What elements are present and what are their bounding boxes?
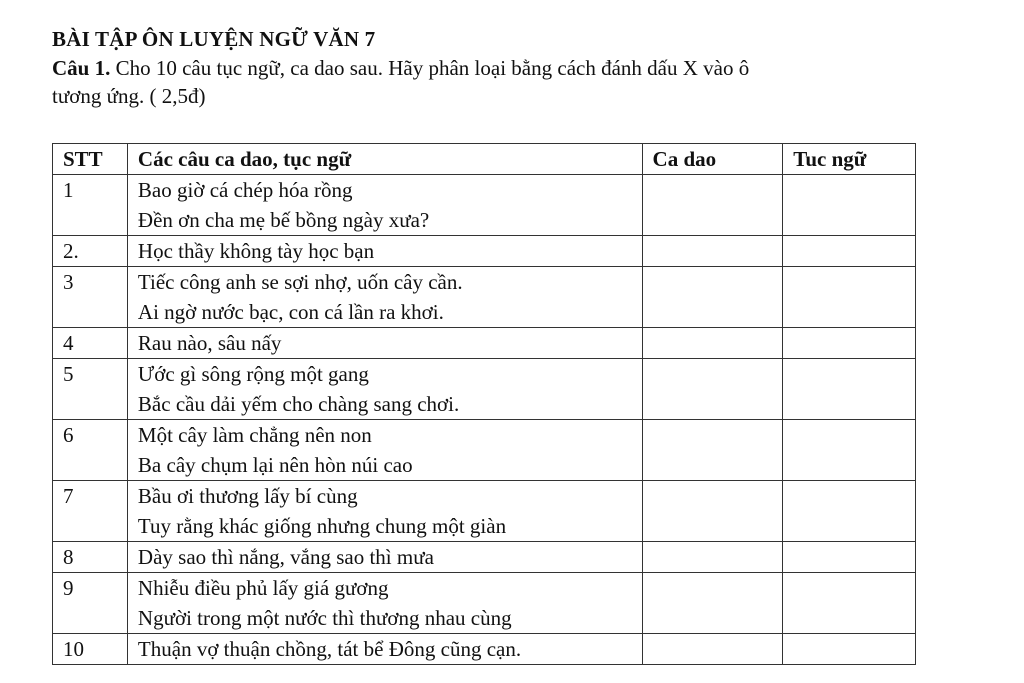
- table-row: [53, 359, 916, 420]
- ca-dao-checkbox-cell[interactable]: [642, 359, 783, 420]
- proverb-line: Đền ơn cha mẹ bế bồng ngày xưa?: [137, 208, 430, 232]
- table-row: [53, 634, 916, 665]
- proverb-text-cell: [127, 481, 642, 542]
- proverb-line: Người trong một nước thì thương nhau cùng: [137, 606, 512, 630]
- tuc-ngu-checkbox-cell[interactable]: [783, 573, 916, 634]
- proverb-text-cell: [127, 175, 642, 236]
- proverb-line: Bầu ơi thương lấy bí cùng: [137, 484, 358, 508]
- tuc-ngu-checkbox-cell[interactable]: [783, 267, 916, 328]
- ca-dao-checkbox-cell[interactable]: [642, 236, 783, 267]
- row-number: 10: [53, 634, 128, 665]
- row-number: 3: [53, 267, 128, 328]
- ca-dao-checkbox-cell[interactable]: [642, 573, 783, 634]
- proverb-text-cell: [127, 359, 642, 420]
- ca-dao-checkbox-cell[interactable]: [642, 420, 783, 481]
- table-row: [53, 420, 916, 481]
- header-sentences: Các câu ca dao, tục ngữ: [127, 144, 642, 175]
- tuc-ngu-checkbox-cell[interactable]: [783, 175, 916, 236]
- table-row: [53, 542, 916, 573]
- proverb-text-cell: [127, 267, 642, 328]
- tuc-ngu-checkbox-cell[interactable]: [783, 359, 916, 420]
- proverb-text-cell: [127, 634, 642, 665]
- row-number: 1: [53, 175, 128, 236]
- document-title: BÀI TẬP ÔN LUYỆN NGỮ VĂN 7: [52, 27, 376, 51]
- row-number: 7: [53, 481, 128, 542]
- row-number: 8: [53, 542, 128, 573]
- proverb-text-cell: [127, 420, 642, 481]
- row-number: 4: [53, 328, 128, 359]
- tuc-ngu-checkbox-cell[interactable]: [783, 236, 916, 267]
- proverb-text-cell: [127, 328, 642, 359]
- row-number: 9: [53, 573, 128, 634]
- proverb-text-cell: [127, 542, 642, 573]
- proverb-line: Rau nào, sâu nấy: [137, 331, 282, 355]
- ca-dao-checkbox-cell[interactable]: [642, 267, 783, 328]
- proverb-text-cell: [127, 236, 642, 267]
- row-number: 6: [53, 420, 128, 481]
- proverb-line: Thuận vợ thuận chồng, tát bể Đông cũng cạn.: [137, 637, 522, 661]
- ca-dao-checkbox-cell[interactable]: [642, 481, 783, 542]
- classification-table: [52, 143, 916, 665]
- proverb-line: Ước gì sông rộng một gang: [137, 362, 369, 386]
- tuc-ngu-checkbox-cell[interactable]: [783, 481, 916, 542]
- table-header-row: [53, 144, 916, 175]
- question-label: Câu 1.: [52, 56, 111, 80]
- table-body: [53, 175, 916, 665]
- header-tuc-ngu: Tuc ngữ: [783, 144, 916, 175]
- row-number: 5: [53, 359, 128, 420]
- proverb-line: Nhiễu điều phủ lấy giá gương: [137, 576, 389, 600]
- proverb-line: Ai ngờ nước bạc, con cá lần ra khơi.: [137, 300, 444, 324]
- row-number: 2.: [53, 236, 128, 267]
- proverb-line: Ba cây chụm lại nên hòn núi cao: [137, 453, 413, 477]
- table-row: [53, 481, 916, 542]
- ca-dao-checkbox-cell[interactable]: [642, 175, 783, 236]
- table-row: [53, 573, 916, 634]
- proverb-line: Bắc cầu dải yếm cho chàng sang chơi.: [137, 392, 460, 416]
- ca-dao-checkbox-cell[interactable]: [642, 542, 783, 573]
- ca-dao-checkbox-cell[interactable]: [642, 634, 783, 665]
- tuc-ngu-checkbox-cell[interactable]: [783, 328, 916, 359]
- question-body-line1: Cho 10 câu tục ngữ, ca dao sau. Hãy phân loại bằng cách đánh dấu X vào ô: [110, 56, 750, 80]
- proverb-line: Một cây làm chẳng nên non: [137, 423, 372, 447]
- tuc-ngu-checkbox-cell[interactable]: [783, 420, 916, 481]
- table-row: [53, 175, 916, 236]
- proverb-line: Tuy rằng khác giống nhưng chung một giàn: [137, 514, 507, 538]
- proverb-line: Tiếc công anh se sợi nhợ, uốn cây cần.: [137, 270, 463, 294]
- header-ca-dao: Ca dao: [642, 144, 783, 175]
- question-text: [52, 54, 932, 110]
- tuc-ngu-checkbox-cell[interactable]: [783, 542, 916, 573]
- table-row: [53, 328, 916, 359]
- proverb-line: Bao giờ cá chép hóa rồng: [137, 178, 353, 202]
- question-body-line2: tương ứng. ( 2,5đ): [52, 84, 206, 108]
- proverb-line: Học thầy không tày học bạn: [137, 239, 375, 263]
- table-row: [53, 236, 916, 267]
- document-page: [52, 26, 932, 661]
- ca-dao-checkbox-cell[interactable]: [642, 328, 783, 359]
- table-row: [53, 267, 916, 328]
- tuc-ngu-checkbox-cell[interactable]: [783, 634, 916, 665]
- proverb-line: Dày sao thì nắng, vắng sao thì mưa: [137, 545, 434, 569]
- proverb-text-cell: [127, 573, 642, 634]
- header-stt: STT: [53, 144, 128, 175]
